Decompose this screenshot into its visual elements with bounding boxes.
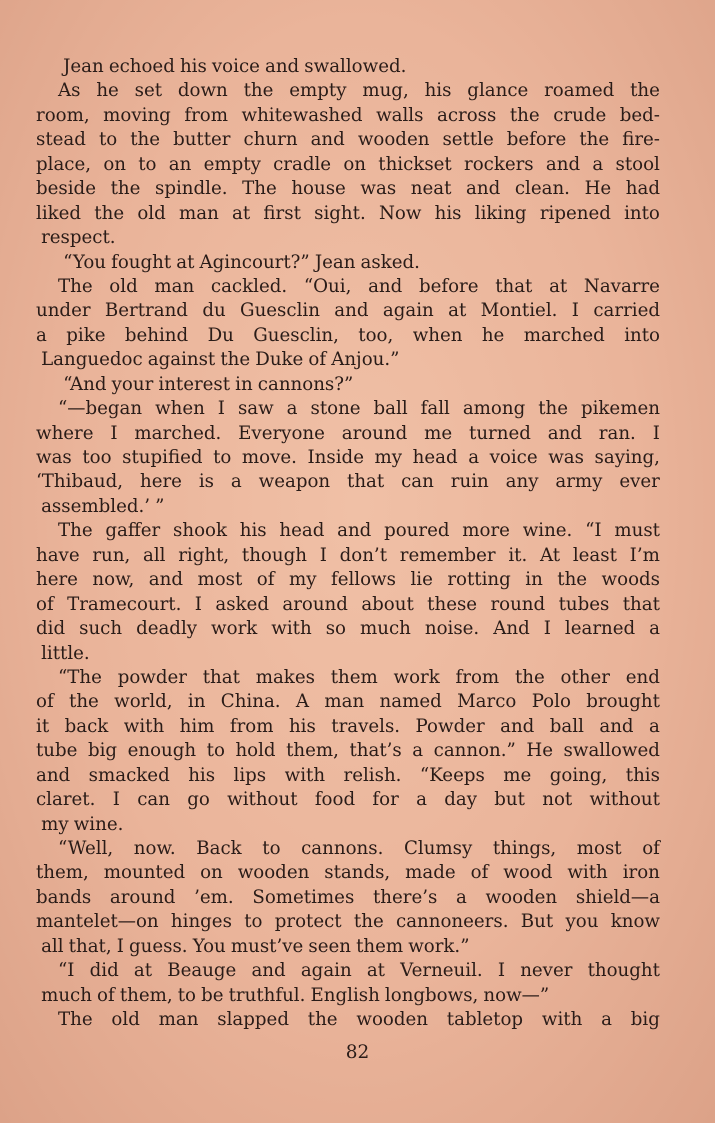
text-line: “You fought at Agincourt?” Jean asked. <box>63 251 420 273</box>
text-line: all that, I guess. You must’ve seen them work.” <box>41 935 470 957</box>
text-line: have run, all right, though I don’t remember it. At least I’m <box>36 544 660 566</box>
text-line: beside the spindle. The house was neat and clean. He had <box>36 178 660 200</box>
text-line: my wine. <box>41 813 124 835</box>
text-line: it back with him from his travels. Powder and ball and a <box>36 715 660 737</box>
text-line: “—began when I saw a stone ball fall among the pikemen <box>58 398 660 420</box>
text-line: “I did at Beauge and again at Verneuil. I never thought <box>58 960 660 982</box>
text-line: and smacked his lips with relish. “Keeps me going, this <box>36 764 660 786</box>
text-line: where I marched. Everyone around me turned and ran. I <box>36 422 660 444</box>
text-line: The old man slapped the wooden tabletop with a big <box>58 1009 660 1031</box>
text-line: of Tramecourt. I asked around about these round tubes that <box>36 593 660 615</box>
text-line: As he set down the empty mug, his glance roamed the <box>58 80 660 102</box>
text-line: bands around ’em. Sometimes there’s a wooden shield—a <box>36 886 660 908</box>
text-line: here now, and most of my fellows lie rotting in the woods <box>36 569 660 591</box>
text-line: stead to the butter churn and wooden settle before the fire- <box>36 129 660 151</box>
text-line: claret. I can go without food for a day but not without <box>36 789 660 811</box>
text-line: Languedoc against the Duke of Anjou.” <box>41 349 400 371</box>
text-line: Jean echoed his voice and swallowed. <box>63 56 407 77</box>
text-line: respect. <box>41 227 116 249</box>
text-line: much of them, to be truthful. English longbows, now—” <box>41 984 550 1006</box>
text-line: “The powder that makes them work from the other end <box>58 666 660 688</box>
text-line: tube big enough to hold them, that’s a cannon.” He swallowed <box>36 740 660 762</box>
text-line: them, mounted on wooden stands, made of wood with iron <box>36 862 660 884</box>
text-line: did such deadly work with so much noise. And I learned a <box>36 618 660 640</box>
text-line: liked the old man at first sight. Now his liking ripened into <box>36 202 660 224</box>
text-line: The old man cackled. “Oui, and before that at Navarre <box>58 275 660 297</box>
text-line: place, on to an empty cradle on thickset rockers and a stool <box>36 153 660 175</box>
text-line: assembled.’ ” <box>41 495 165 517</box>
text-line: of the world, in China. A man named Marco Polo brought <box>36 691 660 713</box>
body-text <box>36 55 660 1033</box>
text-line: a pike behind Du Guesclin, too, when he marched into <box>36 324 660 346</box>
text-line: under Bertrand du Guesclin and again at Montiel. I carried <box>36 300 660 322</box>
text-line: mantelet—on hinges to protect the cannoneers. But you know <box>36 911 660 933</box>
text-line: The gaffer shook his head and poured more wine. “I must <box>58 520 660 542</box>
text-line: “Well, now. Back to cannons. Clumsy things, most of <box>58 838 660 859</box>
text-line: “And your interest in cannons?” <box>63 373 354 395</box>
text-line: little. <box>41 642 90 664</box>
text-line: was too stupified to move. Inside my head a voice was saying, <box>36 447 660 468</box>
page-number: 82 <box>345 1042 370 1063</box>
text-line: room, moving from whitewashed walls across the crude bed- <box>36 104 660 126</box>
text-line: ‘Thibaud, here is a weapon that can ruin any army ever <box>36 471 660 493</box>
